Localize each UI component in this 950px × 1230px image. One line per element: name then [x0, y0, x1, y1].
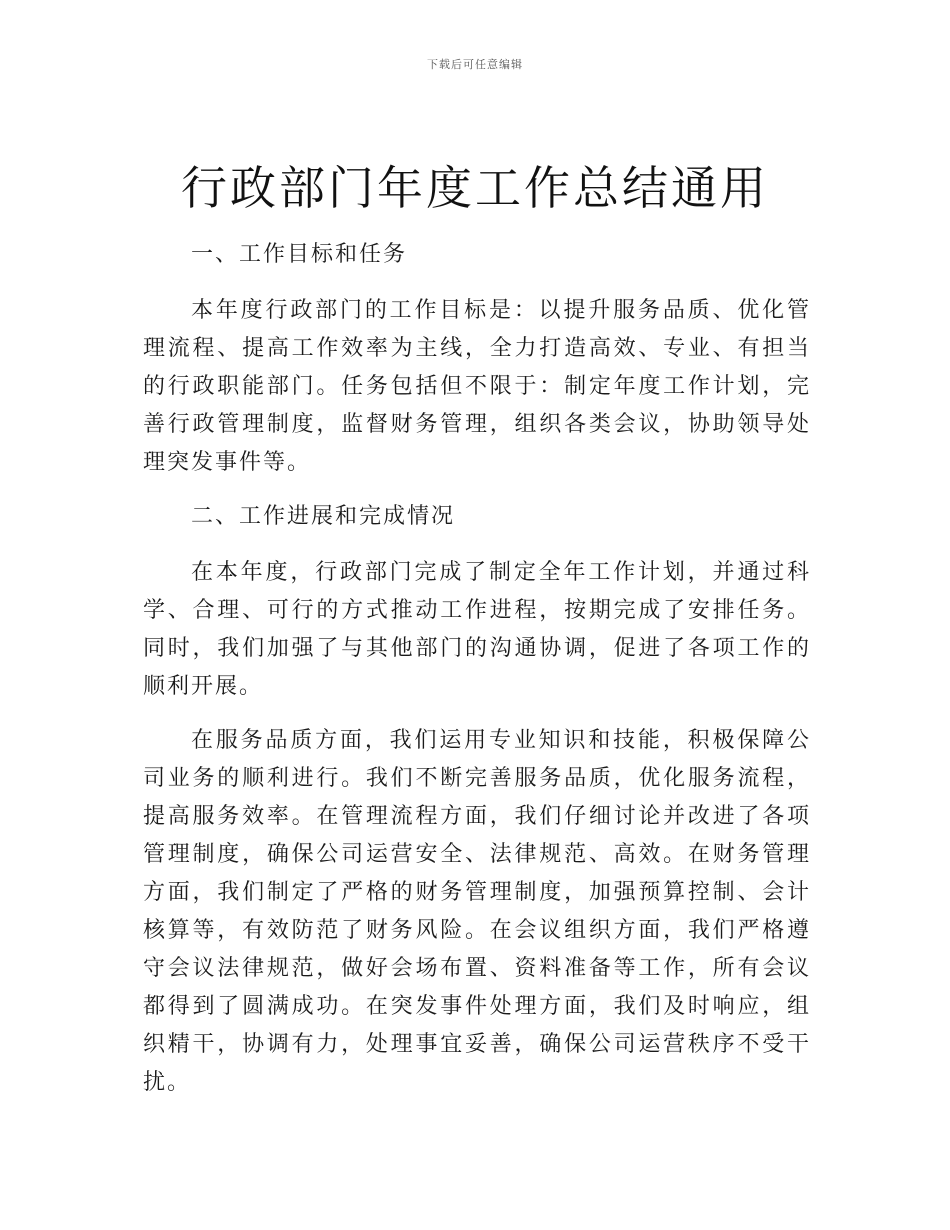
paragraph: 本年度行政部门的工作目标是：以提升服务品质、优化管理流程、提高工作效率为主线，全力打造高效、专业、有担当的行政职能部门。任务包括但不限于：制定年度工作计划，完善行政管理制度，监督财务管理，组织各类会议，协助领导处理突发事件等。: [143, 298, 811, 475]
document-body: [143, 236, 811, 1118]
section-heading: 一、工作目标和任务: [191, 242, 408, 267]
section-progress: [143, 498, 811, 1102]
document-title: 行政部门年度工作总结通用: [181, 161, 769, 215]
section-goals: [143, 236, 811, 482]
paragraph: 在服务品质方面，我们运用专业知识和技能，积极保障公司业务的顺利进行。我们不断完善服务品质，优化服务流程，提高服务效率。在管理流程方面，我们仔细讨论并改进了各项管理制度，确保公司运营安全、法律规范、高效。在财务管理方面，我们制定了严格的财务管理制度，加强预算控制、会计核算等，有效防范了财务风险。在会议组织方面，我们严格遵守会议法律规范，做好会场布置、资料准备等工作，所有会议都得到了圆满成功。在突发事件处理方面，我们及时响应，组织精干，协调有力，处理事宜妥善，确保公司运营秩序不受干扰。: [143, 728, 811, 1095]
page-header-note: 下载后可任意编辑: [427, 58, 523, 71]
paragraph: 在本年度，行政部门完成了制定全年工作计划，并通过科学、合理、可行的方式推动工作进程，按期完成了安排任务。同时，我们加强了与其他部门的沟通协调，促进了各项工作的顺利开展。: [143, 560, 811, 699]
section-heading: 二、工作进展和完成情况: [191, 504, 456, 529]
